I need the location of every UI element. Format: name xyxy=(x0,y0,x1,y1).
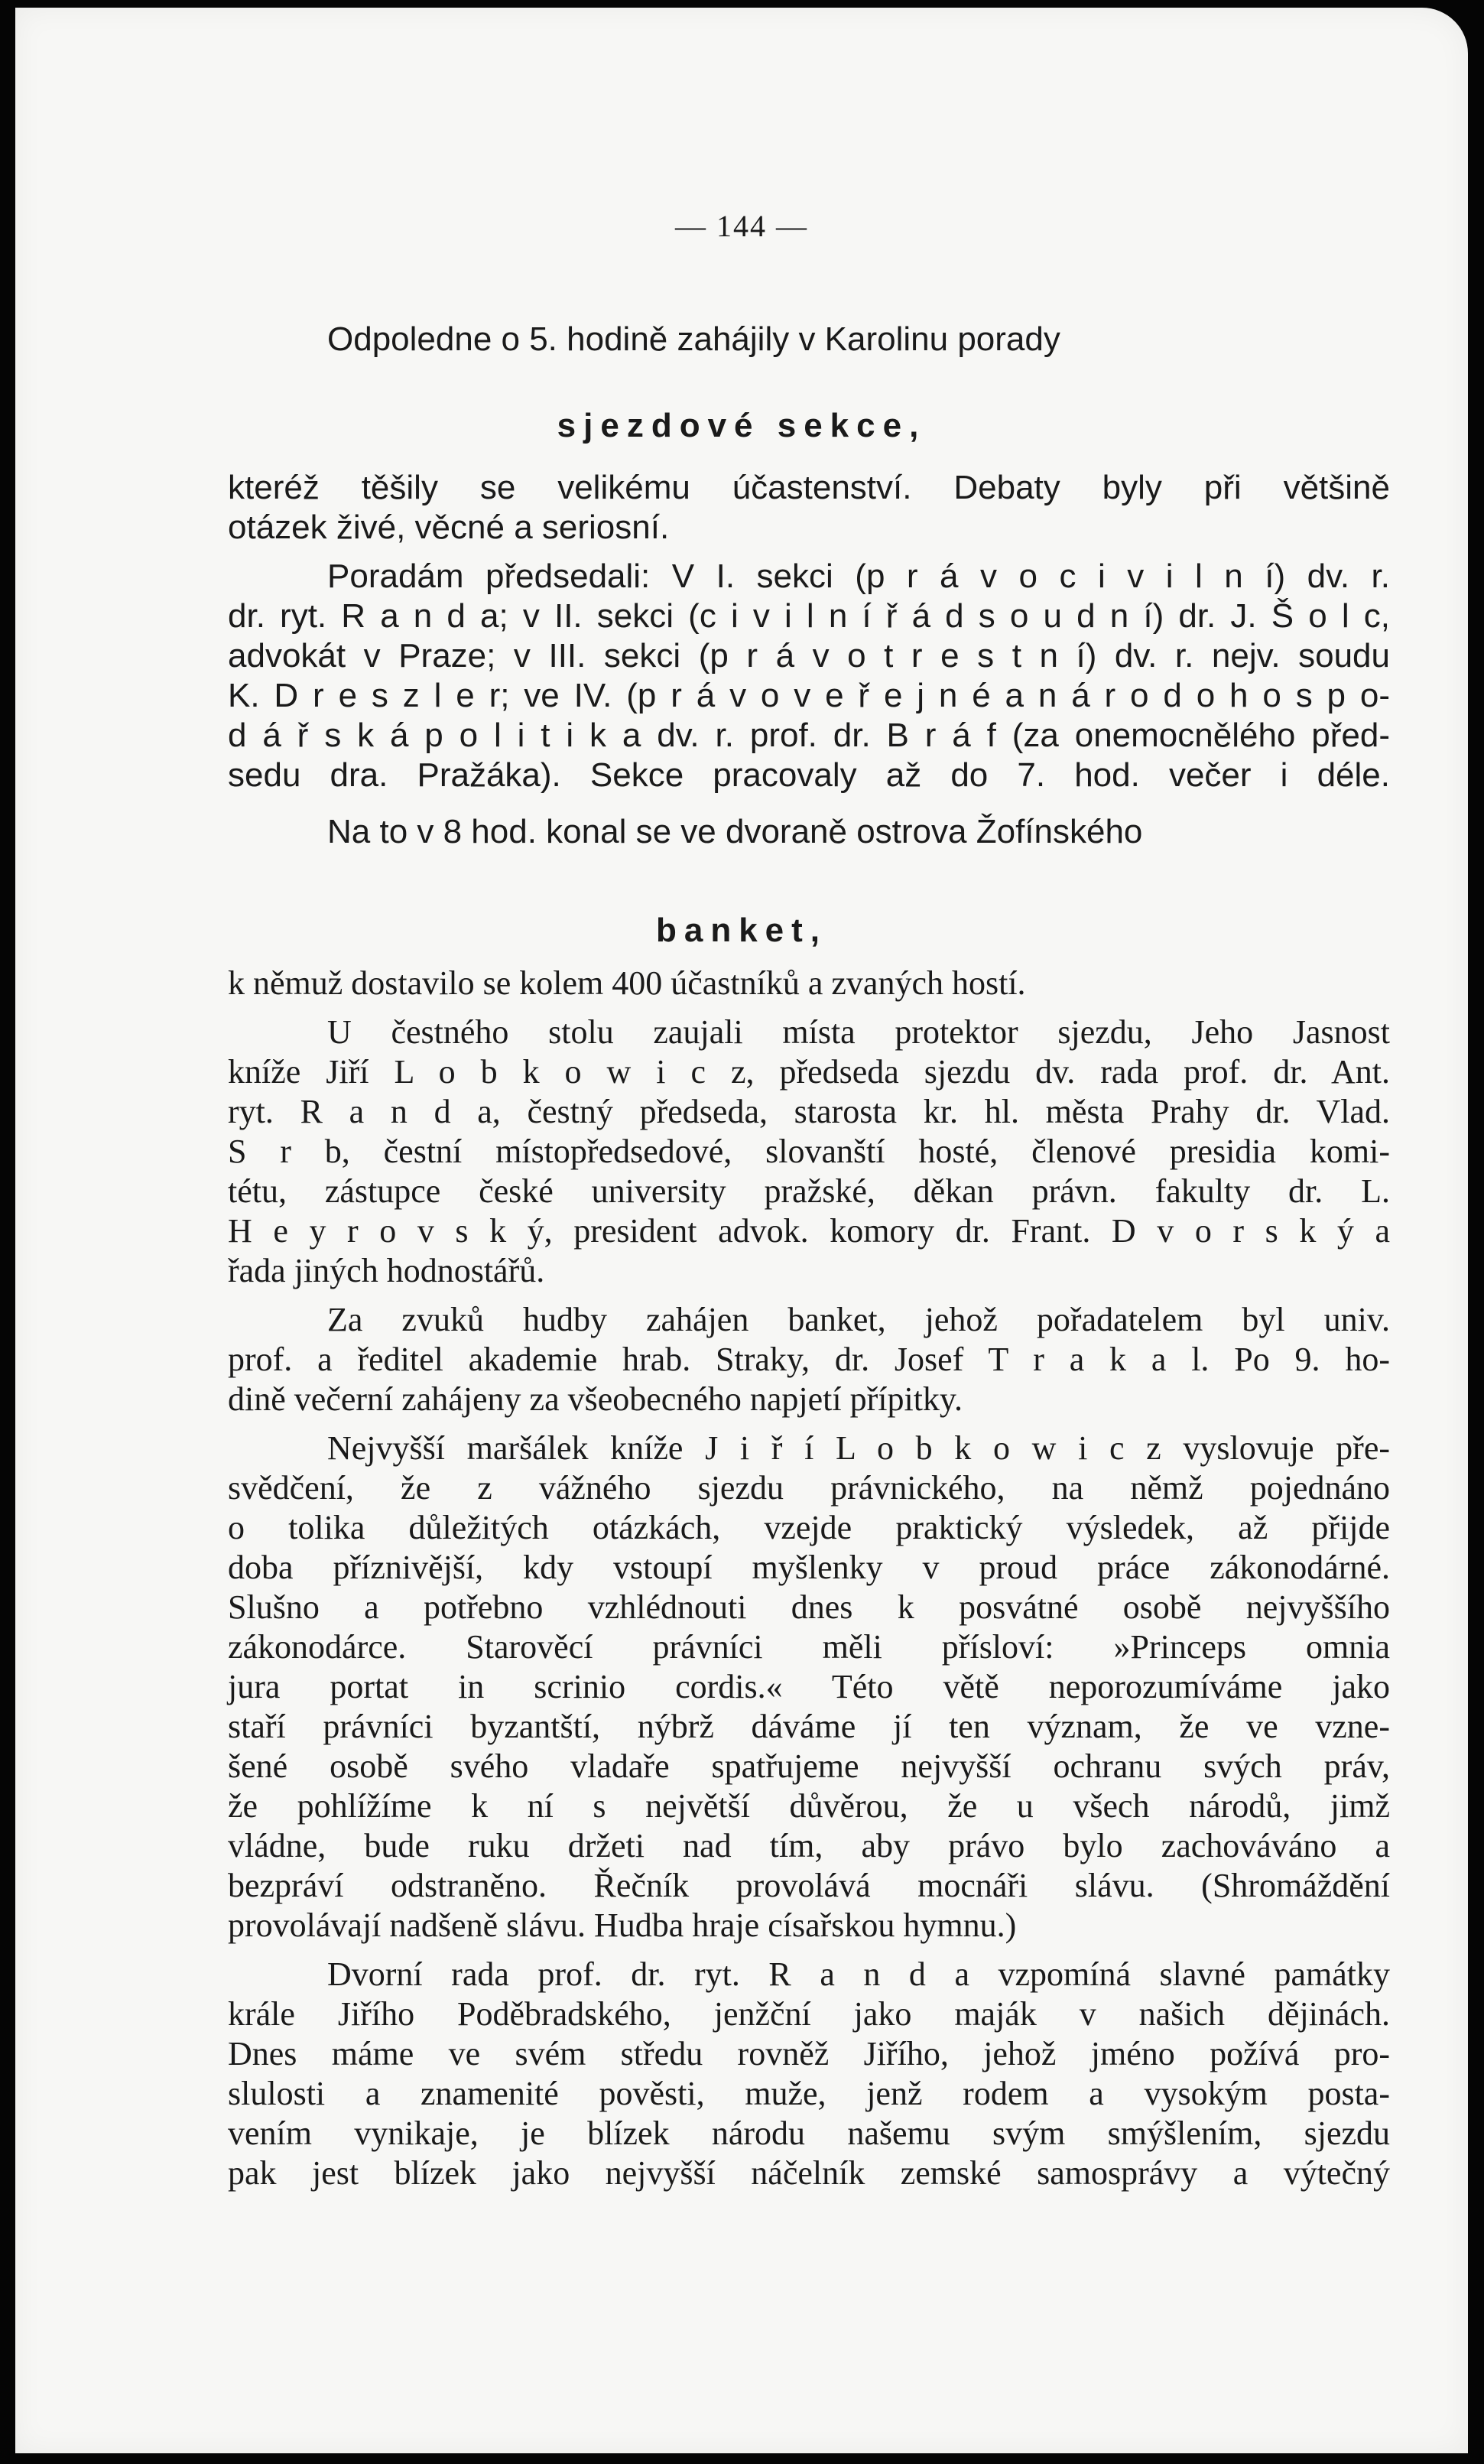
text-line: Nejvyšší maršálek kníže J i ř í L o b k o w i c z vyslovuje pře- xyxy=(327,1429,1390,1467)
text-line: provolávají nadšeně slávu. Hudba hraje císařskou hymnu.) xyxy=(228,1907,1017,1944)
text-line: Dnes máme ve svém středu rovněž Jiřího, jehož jméno požívá pro- xyxy=(228,2035,1390,2072)
text-line: bezpráví odstraněno. Řečník provolává mocnáři slávu. (Shromáždění xyxy=(228,1867,1390,1904)
text-line: K. D r e s z l e r; ve IV. (p r á v o v e ř e j n é a n á r o d o h o s p o- xyxy=(228,677,1390,714)
text-line: svědčení, že z vážného sjezdu právnického, na němž pojednáno xyxy=(228,1469,1390,1507)
text-line: Poradám předsedali: V I. sekci (p r á v o c i v i l n í) dv. r. xyxy=(327,557,1390,595)
text-line: pak jest blízek jako nejvyšší náčelník zemské samosprávy a výtečný xyxy=(228,2154,1390,2192)
heading-sekce: sjezdové sekce, xyxy=(557,407,927,444)
text-line: dině večerní zahájeny za všeobecného napjetí přípitky. xyxy=(228,1380,963,1418)
text-line: slulosti a znamenité pověsti, muže, jenž rodem a vysokým posta- xyxy=(228,2075,1390,2112)
text-line: Dvorní rada prof. dr. ryt. R a n d a vzpomíná slavné památky xyxy=(327,1955,1390,1993)
text-line: S r b, čestní místopředsedové, slovanští hosté, členové presidia komi- xyxy=(228,1133,1390,1170)
text-line: H e y r o v s k ý, president advok. komory dr. Frant. D v o r s k ý a xyxy=(228,1212,1390,1250)
text-line: zákonodárce. Starověcí právníci měli přísloví: »Princeps omnia xyxy=(228,1628,1390,1666)
text-line: otázek živé, věcné a seriosní. xyxy=(228,509,670,546)
text-line: kníže Jiří L o b k o w i c z, předseda sjezdu dv. rada prof. dr. Ant. xyxy=(228,1053,1390,1091)
text-line: staří právníci byzantští, nýbrž dáváme jí ten význam, že ve vzne- xyxy=(228,1708,1390,1745)
text-line: advokát v Praze; v III. sekci (p r á v o t r e s t n í) dv. r. nejv. soudu xyxy=(228,637,1390,675)
text-line: Za zvuků hudby zahájen banket, jehož pořadatelem byl univ. xyxy=(327,1301,1390,1338)
text-line: šené osobě svého vladaře spatřujeme nejvyšší ochranu svých práv, xyxy=(228,1747,1390,1785)
text-line: dr. ryt. R a n d a; v II. sekci (c i v i l n í ř á d s o u d n í) dr. J. Š o l c, xyxy=(228,597,1390,635)
text-line: Slušno a potřebno vzhlédnouti dnes k posvátné osobě nejvyššího xyxy=(228,1588,1390,1626)
text-line: ryt. R a n d a, čestný předseda, starosta kr. hl. města Prahy dr. Vlad. xyxy=(228,1093,1390,1130)
text-line: vením vynikaje, je blízek národu našemu svým smýšlením, sjezdu xyxy=(228,2115,1390,2152)
text-line: o tolika důležitých otázkách, vzejde praktický výsledek, až přijde xyxy=(228,1509,1390,1546)
text-line: kteréž těšily se velikému účastenství. Debaty byly při většině xyxy=(228,469,1390,506)
text-line: doba příznivější, kdy vstoupí myšlenky v proud práce zákonodárné. xyxy=(228,1549,1390,1586)
text-line: Na to v 8 hod. konal se ve dvoraně ostrova Žofínského xyxy=(327,813,1143,850)
text-line: k němuž dostavilo se kolem 400 účastníků a zvaných hostí. xyxy=(228,964,1026,1002)
text-line: jura portat in scrinio cordis.« Této větě neporozumíváme jako xyxy=(228,1668,1390,1705)
page-number: — 144 — xyxy=(675,209,808,243)
text-line: tétu, zástupce české university pražské, děkan právn. fakulty dr. L. xyxy=(228,1172,1390,1210)
text-line: U čestného stolu zaujali místa protektor sjezdu, Jeho Jasnost xyxy=(327,1013,1390,1051)
text-line: krále Jiřího Poděbradského, jenžční jako maják v našich dějinách. xyxy=(228,1995,1390,2033)
text-line: sedu dra. Pražáka). Sekce pracovaly až do 7. hod. večer i déle. xyxy=(228,756,1390,794)
book-page xyxy=(15,8,1468,2453)
text-line: že pohlížíme k ní s největší důvěrou, že u všech národů, jimž xyxy=(228,1787,1390,1825)
text-line: Odpoledne o 5. hodině zahájily v Karolinu porady xyxy=(327,320,1060,358)
text-line: řada jiných hodnostářů. xyxy=(228,1252,545,1289)
text-line: vládne, bude ruku držeti nad tím, aby právo bylo zachováváno a xyxy=(228,1827,1390,1864)
heading-banket: banket, xyxy=(655,912,828,949)
text-line: prof. a ředitel akademie hrab. Straky, dr. Josef T r a k a l. Po 9. ho- xyxy=(228,1341,1390,1378)
text-line: d á ř s k á p o l i t i k a dv. r. prof. dr. B r á f (za onemocnělého před- xyxy=(228,717,1390,754)
